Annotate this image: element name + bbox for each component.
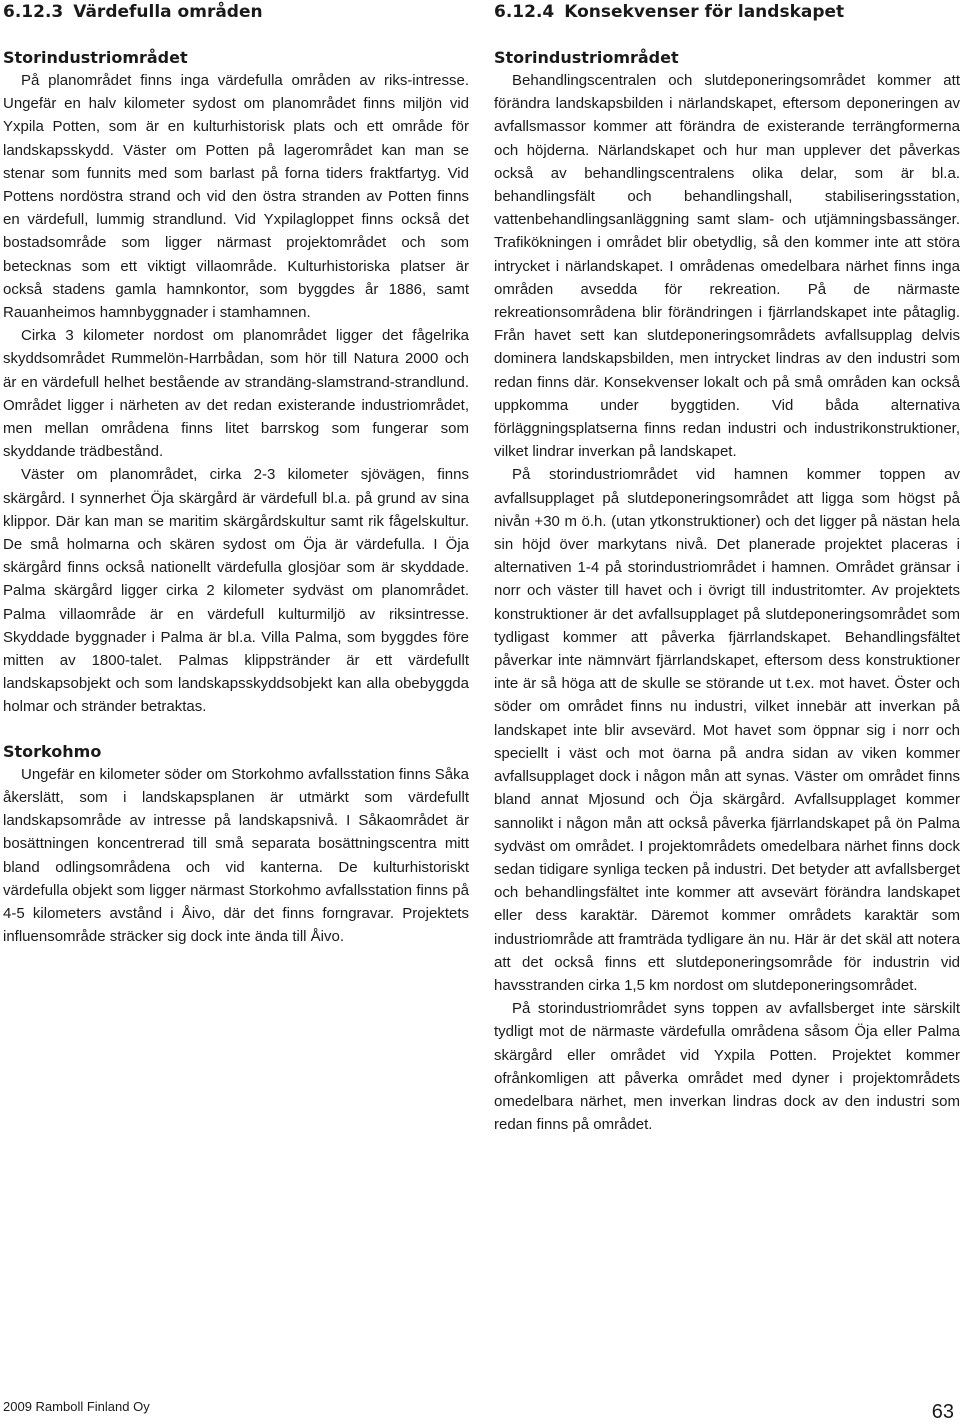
section-number: 6.12.4 — [494, 2, 555, 22]
paragraph: Väster om planområdet, cirka 2-3 kilometer sjövägen, finns skärgård. I synnerhet Öja skärgård är värdefull bl.a. på grund av sina klippor. Där kan man se maritim skärgårdskultur samt rik fågelskultur. De små holmarna och skären sydost om Öja är värdefulla. I Öja skärgård finns också nationellt värdefulla glosjöar som är skyddade. Palma skärgård ligger cirka 2 kilometer sydväst om planområdet. Palma villaområde är en värdefull kulturmiljö av riksintresse. Skyddade byggnader i Palma är bl.a. Villa Palma, som byggdes före mitten av 1800-talet. Palmas klippstränder är ett värdefullt landskapsobjekt och som landskapsskyddsobjekt kan alla obebyggda holmar och stränder betraktas. — [3, 466, 469, 716]
paragraph: På storindustriområdet vid hamnen kommer toppen av avfallsupplaget på slutdeponeringsområdet att ligga som högst på nivån +30 m ö.h. (utan ytkonstruktioner) och det ligger på nästan hela sin höjd över markytans nivå. Det planerade projektet placeras i alternativen 1-4 på storindustriområdet i hamnen. Området gränsar i norr och väster till havet och i övrigt till industritomter. Av projektets konstruktioner är det avfallsupplaget på slutdeponeringsområdet som tydligast kommer att påverka fjärrlandskapet. Behandlingsfältet påverkar inte nämnvärt fjärrlandskapet, eftersom dess konstruktioner inte är så höga att de skulle se störande ut t.ex. mot havet. Öster och söder om området finns nu industri, vilket innebär att inverkan på landskapet inte blir avsevärd. Mot havet som öppnar sig i norr och speciellt i väst och mot öarna på andra sidan av viken kommer avfallsupplaget dock i någon mån att synas. Väster om området finns bland annat Mjosund och Öja skärgård. Avfallsupplaget kommer sannolikt i någon mån att också påverka fjärrlandskapet på ön Palma sydväst om området. I projektområdets omedelbara närhet finns dock sedan tidigare synliga tecken på industri. Det betyder att avfallsberget och behandlingsfältet inte kommer att avsevärt förändra landskapet eller dess karaktär. Däremot kommer områdets karaktär som industriområde att framträda tydligare än nu. Här är det skäl att notera att det också finns ett slutdeponeringsområde för industrin vid havsstranden cirka 1,5 km nordost om slutdeponeringsområdet. — [494, 466, 960, 994]
section-heading — [3, 0, 469, 24]
paragraph: På storindustriområdet syns toppen av avfallsberget inte särskilt tydligt mot de närmaste värdefulla områdena såsom Öja eller Palma skärgård eller området vid Yxpila Potten. Projektet kommer ofrånkomligen att påverka området med dyner i projektområdets omedelbara närhet, men inverkan lindras dock av den industri som redan finns på området. — [494, 1000, 960, 1134]
section-number: 6.12.3 — [3, 2, 64, 22]
left-column — [3, 0, 469, 948]
section-heading — [494, 0, 960, 24]
section-title: Värdefulla områden — [73, 2, 263, 22]
footer-company: 2009 Ramboll Finland Oy — [3, 1399, 150, 1414]
paragraph: Ungefär en kilometer söder om Storkohmo avfallsstation finns Såka åkerslätt, som i landskapsplanen är utmärkt som värdefullt landskapsområde av intresse på landskapsnivå. I Såkaområdet är bosättningen koncentrerad till små separata bosättningscentra mitt bland odlingsområdena och vid kanterna. De kulturhistoriskt värdefulla objekt som ligger närmast Storkohmo avfallsstation finns på 4-5 kilometers avstånd i Åivo, där det finns forngravar. Projektets influensområde sträcker sig dock inte ända till Åivo. — [3, 765, 469, 946]
paragraph: På planområdet finns inga värdefulla områden av riks-intresse. Ungefär en halv kilometer sydost om planområdet finns miljön vid Yxpila Potten, som är en kulturhistorisk plats och ett område för landskapsskydd. Väster om Potten på lagerområdet kan man se stenar som funnits med som barlast på forna tiders fraktfartyg. Vid Pottens nordöstra strand och vid den östra stranden av Potten finns en värdefull, lummig strandlund. Vid Yxpilagloppet finns också det bostadsområde som ligger närmast projektområdet och som betecknas som ett viktigt villaområde. Kulturhistoriska platser är också stadens gamla hamnkontor, som byggdes år 1886, samt Rauanheimos hamnbyggnader i stamhamnen. — [3, 72, 469, 322]
section-title: Konsekvenser för landskapet — [564, 2, 845, 22]
subheading: Storindustriområdet — [3, 48, 188, 67]
subheading: Storkohmo — [3, 741, 102, 761]
page-number: 63 — [931, 1401, 954, 1423]
right-column — [494, 0, 960, 1136]
subheading: Storindustriområdet — [494, 48, 679, 67]
paragraph: Cirka 3 kilometer nordost om planområdet ligger det fågelrika skyddsområdet Rummelön-Harrbådan, som hör till Natura 2000 och är en värdefull helhet bestående av strandäng-slamstrand-strandlund. Området ligger i närheten av det redan existerande industriområdet, men mellan områdena finns litet barrskog som fungerar som skyddande trädbestånd. — [3, 327, 469, 461]
paragraph: Behandlingscentralen och slutdeponeringsområdet kommer att förändra landskapsbilden i närlandskapet, eftersom deponeringen av avfallsmassor kommer att förändra de existerande terrängformerna och höjderna. Närlandskapet och hur man upplever det påverkas också av behandlingscentralens olika delar, som är bl.a. behandlingsfält och behandlingshall, stabiliseringsstation, vattenbehandlingsanläggning samt slam- och utjämningsbassänger. Trafikökningen i området blir obetydlig, så den kommer inte att störa intrycket i närlandskapet. I områdenas omedelbara närhet finns inga områden avsedda för rekreation. På de närmaste rekreationsområdena blir förändringen i fjärrlandskapet inte påtaglig. Från havet sett kan slutdeponeringsområdets avfallsupplag delvis dominera landskapsbilden, men intrycket lindras av den industri som redan finns där. Konsekvenser lokalt och på små områden kan också uppkomma under byggtiden. Vid båda alternativa förläggningsplatserna finns redan industri och industrikonstruktioner, vilket lindrar inverkan på landskapet. — [494, 72, 960, 461]
